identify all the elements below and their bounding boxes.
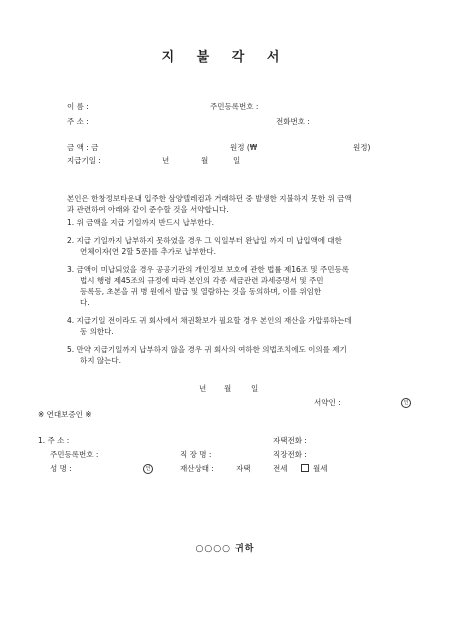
sign-day: 일	[251, 384, 259, 393]
guarantor-property-label: 재산상태 :	[180, 464, 214, 473]
guarantor-rrn-label: 주민등록번호 :	[50, 450, 99, 459]
due-date-label: 지급기일 :	[67, 156, 101, 165]
clause-2-line-1: 2. 지급 기일까지 납부하지 못하였을 경우 그 익일부터 완납일 까지 미 납입액에 대한	[67, 236, 342, 245]
guarantor-seal-icon: 인	[143, 464, 153, 474]
address-label: 주 소 :	[67, 117, 89, 126]
rrn-label: 주민등록번호 :	[210, 102, 259, 111]
clause-4-line-2: 동 의한다.	[80, 327, 114, 336]
sign-month: 월	[224, 384, 232, 393]
guarantor-home-phone-label: 자택전화 :	[273, 436, 307, 445]
property-own: 자택	[236, 464, 251, 473]
due-month: 월	[201, 156, 209, 165]
guarantor-workplace-label: 직 장 명 :	[180, 450, 212, 459]
phone-label: 전화번호 :	[276, 117, 310, 126]
clause-1: 1. 위 금액을 지급 기일까지 반드시 납부한다.	[67, 218, 215, 227]
document-title: 지 불 각 서	[161, 50, 289, 65]
intro-line-1: 본인은 한창정보타운내 입주한 삼양텔레컴과 거래하던 중 발생한 지불하지 못한 위 금액	[67, 194, 352, 203]
clause-5-line-2: 하지 않는다.	[80, 356, 121, 365]
property-lease: 전세	[273, 464, 288, 473]
name-label: 이 름 :	[67, 102, 89, 111]
clause-3-line-3: 등록등, 초본을 귀 병 원에서 발급 및 열람하는 것을 동의하며, 이를 위임한	[80, 287, 322, 296]
guarantor-heading: ※ 연대보증인 ※	[38, 410, 92, 419]
property-checkbox[interactable]	[301, 464, 309, 472]
amount-won-end: 원정)	[353, 143, 371, 152]
clause-3-line-4: 다.	[80, 298, 90, 307]
clause-5-line-1: 5. 만약 지급기일까지 납부하지 않을 경우 귀 회사의 여하한 의법조치에도 이의를 제기	[67, 345, 347, 354]
addressee: ○○○○ 귀하	[195, 544, 255, 554]
due-day: 일	[233, 156, 241, 165]
clause-3-line-1: 3. 금액이 미납되었을 경우 공공기관의 개인정보 보호에 관한 법률 제16조 및 주민등록	[67, 265, 350, 274]
guarantor-address-label: 1. 주 소 :	[38, 436, 70, 445]
amount-won-label: 원정 (₩	[230, 143, 258, 152]
clause-2-line-2: 연체이자(연 2할 5푼)를 추가로 납부한다.	[80, 247, 216, 256]
seal-icon: 인	[401, 398, 411, 408]
guarantor-work-phone-label: 직장전화 :	[273, 450, 307, 459]
intro-line-2: 과 관련하여 아래와 같이 준수할 것을 서약합니다.	[67, 205, 229, 214]
due-year: 년	[162, 156, 170, 165]
guarantor-name-label: 성 명 :	[50, 464, 72, 473]
sign-year: 년	[199, 384, 207, 393]
clause-3-line-2: 법시 행령 제45조의 규정에 따라 본인의 각종 세금관련 과세증명서 및 주민	[80, 276, 324, 285]
amount-label: 금 액 : 금	[67, 143, 99, 152]
clause-4-line-1: 4. 지급기일 전이라도 귀 회사에서 채권확보가 필요할 경우 본인의 재산을 가압류하는데	[67, 316, 352, 325]
pledger-label: 서약인 :	[314, 398, 341, 407]
property-rent: 월세	[313, 464, 328, 473]
